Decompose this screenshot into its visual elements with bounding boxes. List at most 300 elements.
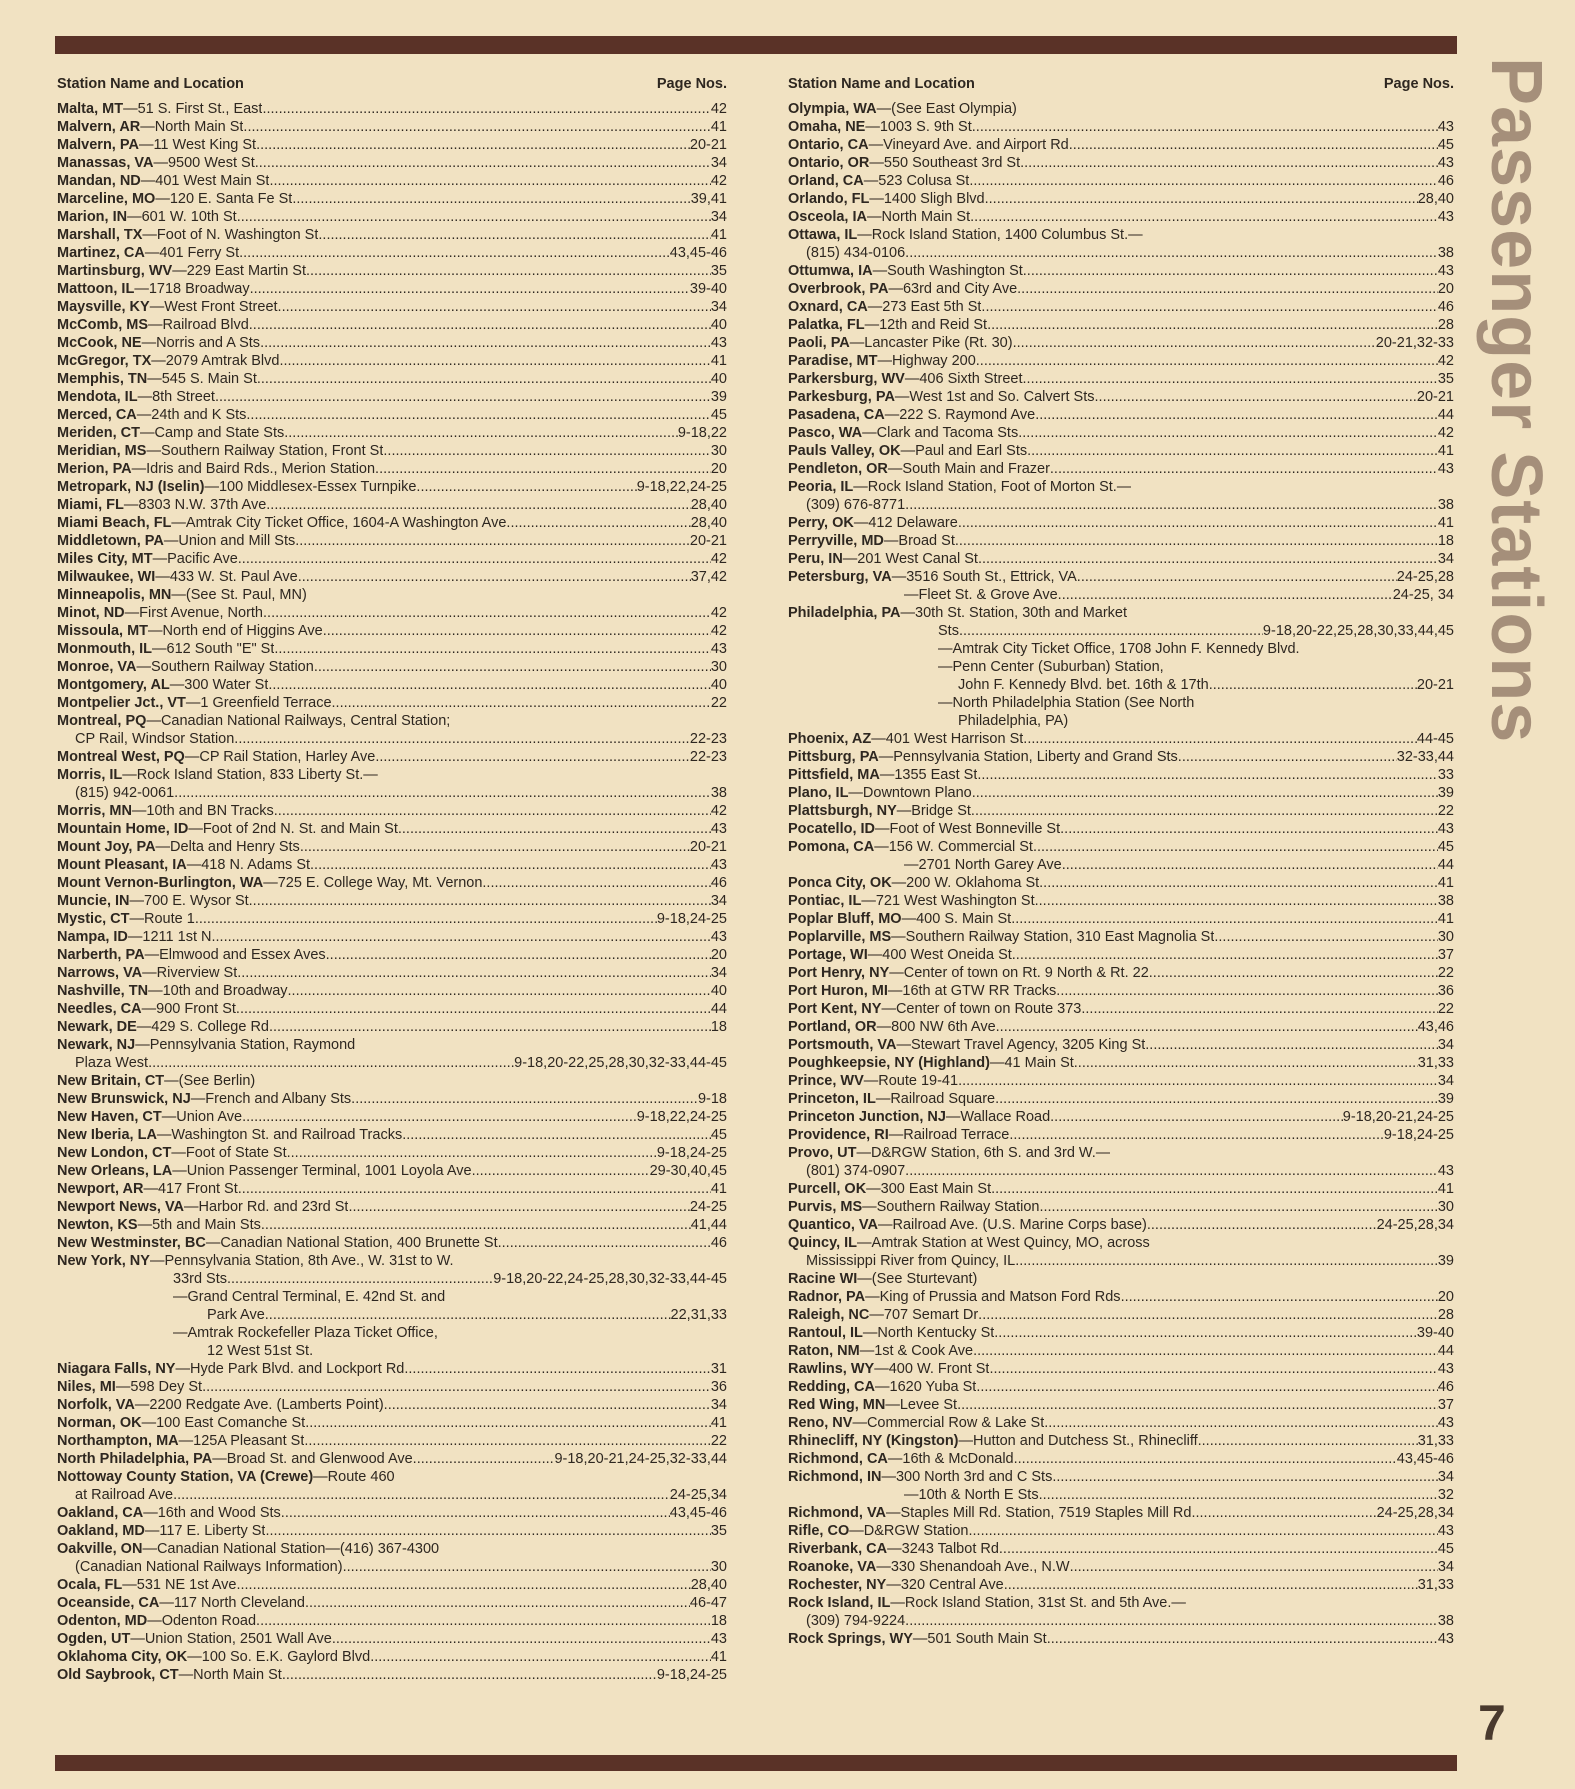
- entry-line: [788, 496, 1454, 514]
- entry-text: [938, 694, 1194, 712]
- leader-dots: [977, 766, 1437, 784]
- station-location: —Union Passenger Terminal, 1001 Loyola Ave: [172, 1163, 472, 1179]
- leader-dots: [472, 1162, 650, 1180]
- leader-dots: [268, 676, 710, 694]
- station-entry: [57, 712, 727, 748]
- entry-text: [788, 262, 1023, 280]
- entry-line: [57, 658, 727, 676]
- leader-dots: [227, 1270, 493, 1288]
- page-numbers: 38: [1437, 245, 1454, 261]
- station-name: Poplar Bluff, MO: [788, 911, 902, 927]
- entry-line: [57, 1594, 727, 1612]
- station-location: —429 S. College Rd: [136, 1019, 269, 1035]
- entry-text: [57, 118, 243, 136]
- page-numbers: 28: [1437, 317, 1454, 333]
- leader-dots: [498, 1234, 711, 1252]
- station-location: —Route 460: [313, 1469, 395, 1485]
- station-name: Princeton, IL: [788, 1091, 876, 1107]
- entry-line: [57, 964, 727, 982]
- station-name: Raleigh, NC: [788, 1307, 870, 1323]
- leader-dots: [279, 352, 710, 370]
- leader-dots: [1039, 1486, 1438, 1504]
- entry-text: [938, 640, 1300, 658]
- station-entry: [57, 226, 727, 244]
- station-entry: [788, 478, 1454, 514]
- station-location: —Railroad Blvd: [148, 317, 249, 333]
- page-numbers: 9-18,20-22,25,28,30,33,44,45: [1262, 623, 1454, 639]
- entry-text: [57, 460, 375, 478]
- station-location: —Odenton Road: [147, 1613, 257, 1629]
- station-name: Rantoul, IL: [788, 1325, 863, 1341]
- entry-line: [788, 1396, 1454, 1414]
- entry-text: [806, 1252, 1015, 1270]
- entry-line: [57, 406, 727, 424]
- entry-line: [788, 442, 1454, 460]
- page-numbers: 30: [1437, 1199, 1454, 1215]
- leader-dots: [1052, 1468, 1438, 1486]
- station-location: —Southern Railway Station: [136, 659, 314, 675]
- page-numbers: 22: [710, 1433, 727, 1449]
- leader-dots: [1033, 838, 1438, 856]
- leader-dots: [274, 802, 711, 820]
- entry-text: [788, 1288, 1121, 1306]
- entry-text: [788, 298, 981, 316]
- entry-line: [788, 154, 1454, 172]
- station-location-cont: (815) 942-0061: [75, 785, 175, 801]
- leader-dots: [416, 478, 636, 496]
- station-entry: [57, 820, 727, 838]
- station-name: Petersburg, VA: [788, 569, 892, 585]
- page-numbers: 34: [710, 893, 727, 909]
- entry-text: [788, 784, 972, 802]
- entry-line: [788, 136, 1454, 154]
- station-name: Muncie, IN: [57, 893, 130, 909]
- station-location: —Canadian National Railways, Central Station;: [146, 713, 451, 729]
- station-entry: [57, 154, 727, 172]
- station-location: —433 W. St. Paul Ave: [155, 569, 298, 585]
- leader-dots: [305, 1594, 690, 1612]
- station-name: Montpelier Jct., VT: [57, 695, 186, 711]
- station-name: Montgomery, AL: [57, 677, 170, 693]
- station-entry: [788, 1468, 1454, 1504]
- page-numbers: 36: [1437, 983, 1454, 999]
- entry-line: [57, 478, 727, 496]
- page-numbers: 44: [1437, 407, 1454, 423]
- station-entry: [57, 496, 727, 514]
- station-location: —330 Shenandoah Ave., N.W: [876, 1559, 1070, 1575]
- entry-line: [788, 676, 1454, 694]
- entry-line: [57, 892, 727, 910]
- entry-text: [788, 1306, 978, 1324]
- leader-dots: [195, 910, 657, 928]
- station-entry: [57, 100, 727, 118]
- station-name: Metropark, NJ (Iselin): [57, 479, 205, 495]
- entry-text: [904, 586, 1058, 604]
- page-numbers: 30: [710, 659, 727, 675]
- entry-line: [57, 550, 727, 568]
- station-entry: [788, 1000, 1454, 1018]
- page-numbers: 42: [710, 173, 727, 189]
- station-entry: [788, 550, 1454, 568]
- station-location: —523 Colusa St: [863, 173, 970, 189]
- leader-dots: [1018, 424, 1438, 442]
- station-location: —63rd and City Ave: [888, 281, 1018, 297]
- entry-text: [788, 820, 1060, 838]
- station-entry: [788, 1180, 1454, 1198]
- station-entry: [57, 406, 727, 424]
- station-location: —598 Dey St: [115, 1379, 203, 1395]
- entry-line: [57, 910, 727, 928]
- entry-line: [788, 838, 1454, 856]
- page-numbers: 30: [1437, 929, 1454, 945]
- entry-text: [75, 1486, 173, 1504]
- entry-text: [788, 1594, 1186, 1612]
- station-entry: [788, 1432, 1454, 1450]
- station-name: Provo, UT: [788, 1145, 857, 1161]
- leader-dots: [343, 1558, 711, 1576]
- station-location: —French and Albany Sts: [190, 1091, 352, 1107]
- entry-text: [938, 622, 959, 640]
- station-name: Parkersburg, WV: [788, 371, 905, 387]
- station-location: —10th and Broadway: [148, 983, 288, 999]
- column-header: [788, 75, 1454, 93]
- station-entry: [57, 460, 727, 478]
- station-name: Narrows, VA: [57, 965, 143, 981]
- station-entry: [57, 1018, 727, 1036]
- station-location: —Foot of State St: [171, 1145, 287, 1161]
- page-numbers: 42: [710, 605, 727, 621]
- entry-text: [57, 514, 506, 532]
- station-location: —707 Semart Dr: [869, 1307, 979, 1323]
- leader-dots: [985, 190, 1418, 208]
- leader-dots: [261, 1216, 691, 1234]
- entry-text: [788, 748, 1178, 766]
- entry-line: [57, 1324, 727, 1342]
- station-name: Parkesburg, PA: [788, 389, 895, 405]
- station-entry: [57, 1450, 727, 1468]
- station-entry: [788, 1306, 1454, 1324]
- station-location-cont: —Amtrak City Ticket Office, 1708 John F. Kennedy Blvd.: [938, 641, 1300, 657]
- station-name: North Philadelphia, PA: [57, 1451, 213, 1467]
- page-numbers: 43: [710, 1631, 727, 1647]
- entry-text: [57, 496, 266, 514]
- entry-text: [788, 1360, 989, 1378]
- station-location: —406 Sixth Street: [904, 371, 1023, 387]
- entry-line: [57, 190, 727, 208]
- entry-line: [788, 1360, 1454, 1378]
- entry-line: [57, 640, 727, 658]
- entry-line: [788, 424, 1454, 442]
- entry-line: [788, 658, 1454, 676]
- leader-dots: [905, 1612, 1438, 1630]
- entry-line: [788, 856, 1454, 874]
- entry-text: [788, 1090, 995, 1108]
- station-location: —11 West King St: [138, 137, 257, 153]
- page-numbers: 41: [710, 1181, 727, 1197]
- leader-dots: [991, 1180, 1438, 1198]
- entry-line: [57, 946, 727, 964]
- leader-dots: [1121, 1288, 1438, 1306]
- page-numbers: 9-18: [697, 1091, 727, 1107]
- entry-text: [57, 190, 292, 208]
- entry-text: [788, 1504, 1191, 1522]
- entry-text: [57, 334, 260, 352]
- entry-text: [788, 1108, 1050, 1126]
- station-name: Newport News, VA: [57, 1199, 185, 1215]
- station-entry: [788, 1126, 1454, 1144]
- station-location-cont: —Amtrak Rockefeller Plaza Ticket Office,: [173, 1325, 438, 1341]
- station-name: Meridian, MS: [57, 443, 147, 459]
- entry-text: [788, 838, 1033, 856]
- station-location-cont: 33rd Sts: [173, 1271, 227, 1287]
- entry-line: [57, 1252, 727, 1270]
- page-numbers: 43: [1437, 821, 1454, 837]
- entry-line: [788, 100, 1454, 118]
- station-location: —Stewart Travel Agency, 3205 King St: [896, 1037, 1146, 1053]
- station-name: Rock Springs, WY: [788, 1631, 913, 1647]
- entry-line: [788, 748, 1454, 766]
- station-name: Oceanside, CA: [57, 1595, 160, 1611]
- page-numbers: 9-18,22,24-25: [636, 479, 727, 495]
- entry-text: [57, 1468, 395, 1486]
- entry-line: [788, 1162, 1454, 1180]
- leader-dots: [262, 100, 710, 118]
- entry-line: [57, 586, 727, 604]
- entry-line: [788, 1216, 1454, 1234]
- station-location: —300 Water St: [169, 677, 269, 693]
- station-location: —Delta and Henry Sts: [155, 839, 300, 855]
- entry-line: [57, 1108, 727, 1126]
- page-numbers: 45: [1437, 839, 1454, 855]
- entry-text: [57, 748, 375, 766]
- station-location: —Levee St: [885, 1397, 958, 1413]
- page-numbers: 43: [1437, 1631, 1454, 1647]
- entry-line: [788, 1612, 1454, 1630]
- leader-dots: [1178, 748, 1397, 766]
- station-location: —Broad St: [883, 533, 955, 549]
- station-name: Nashville, TN: [57, 983, 149, 999]
- entry-text: [57, 352, 279, 370]
- leader-dots: [506, 514, 690, 532]
- station-name: Maysville, KY: [57, 299, 150, 315]
- station-location: —Union and Mill Sts: [163, 533, 296, 549]
- leader-dots: [1077, 568, 1397, 586]
- station-entry: [57, 334, 727, 352]
- station-location: —800 NW 6th Ave: [876, 1019, 996, 1035]
- entry-line: [788, 1000, 1454, 1018]
- entry-text: [788, 1198, 1039, 1216]
- station-name: Niles, MI: [57, 1379, 116, 1395]
- page-numbers: 32: [1437, 1487, 1454, 1503]
- page-numbers: 39,41: [690, 191, 727, 207]
- station-location: —Canadian National Station, 400 Brunette St: [205, 1235, 498, 1251]
- station-location: —Norris and A Sts: [141, 335, 261, 351]
- page-numbers: 39: [1437, 1091, 1454, 1107]
- station-name: Oxnard, CA: [788, 299, 868, 315]
- entry-text: [788, 1558, 1070, 1576]
- station-entry: [57, 658, 727, 676]
- entry-line: [57, 1648, 727, 1666]
- station-name: Riverbank, CA: [788, 1541, 888, 1557]
- page-numbers: 34: [710, 299, 727, 315]
- station-name: Pomona, CA: [788, 839, 875, 855]
- leader-dots: [249, 316, 711, 334]
- station-location: —Pennsylvania Station, Raymond: [135, 1037, 356, 1053]
- station-name: Red Wing, MN: [788, 1397, 886, 1413]
- entry-line: [788, 1090, 1454, 1108]
- station-entry: [57, 172, 727, 190]
- entry-text: [57, 946, 326, 964]
- station-entry: [57, 1216, 727, 1234]
- station-entry: [788, 1324, 1454, 1342]
- station-name: Plano, IL: [788, 785, 849, 801]
- page-numbers: 46-47: [689, 1595, 727, 1611]
- entry-text: [958, 676, 1209, 694]
- station-location: —Rock Island Station, 31st St. and 5th Ave.—: [890, 1595, 1186, 1611]
- station-entry: [57, 316, 727, 334]
- station-name: Malta, MT: [57, 101, 124, 117]
- page-number: 7: [1478, 1695, 1506, 1751]
- station-name: Narberth, PA: [57, 947, 145, 963]
- station-location: —D&RGW Station, 6th S. and 3rd W.—: [856, 1145, 1111, 1161]
- station-name: Martinez, CA: [57, 245, 145, 261]
- station-entry: [57, 928, 727, 946]
- station-name: Rhinecliff, NY (Kingston): [788, 1433, 959, 1449]
- station-entry: [788, 190, 1454, 208]
- station-name: Montreal, PQ: [57, 713, 147, 729]
- station-name: Newport, AR: [57, 1181, 144, 1197]
- entry-text: [57, 370, 257, 388]
- entry-line: [788, 586, 1454, 604]
- station-entry: [788, 748, 1454, 766]
- station-location: —Rock Island Station, Foot of Morton St.—: [853, 479, 1132, 495]
- station-name: Niagara Falls, NY: [57, 1361, 176, 1377]
- entry-text: [788, 928, 1214, 946]
- entry-text: [57, 964, 237, 982]
- station-location: —West 1st and So. Calvert Sts: [894, 389, 1095, 405]
- station-name: Mendota, IL: [57, 389, 138, 405]
- leader-dots: [256, 1612, 711, 1630]
- station-entry: [788, 406, 1454, 424]
- entry-text: [788, 550, 978, 568]
- leader-dots: [1011, 910, 1438, 928]
- page-numbers: 41: [710, 1649, 727, 1665]
- entry-text: [57, 1180, 238, 1198]
- leader-dots: [999, 1540, 1438, 1558]
- station-entry: [788, 1216, 1454, 1234]
- station-location-cont: Sts: [938, 623, 959, 639]
- station-location: —Hyde Park Blvd. and Lockport Rd: [175, 1361, 405, 1377]
- entry-text: [57, 1126, 402, 1144]
- page-numbers: 9-18,24-25: [656, 1667, 727, 1683]
- station-location: —418 N. Adams St: [186, 857, 311, 873]
- entry-text: [788, 1522, 968, 1540]
- entry-line: [57, 802, 727, 820]
- station-name: Newark, DE: [57, 1019, 137, 1035]
- station-location: —1st & Cook Ave: [859, 1343, 974, 1359]
- leader-dots: [955, 532, 1438, 550]
- page-numbers: 28,40: [1417, 191, 1454, 207]
- station-location: —117 North Cleveland: [159, 1595, 305, 1611]
- page-numbers: 33: [1437, 767, 1454, 783]
- station-name: Norfolk, VA: [57, 1397, 135, 1413]
- entry-text: [788, 1468, 1052, 1486]
- station-entry: [57, 748, 727, 766]
- station-location: —401 West Main St: [140, 173, 270, 189]
- entry-line: [57, 1234, 727, 1252]
- leader-dots: [298, 568, 691, 586]
- station-location: —Foot of N. Washington St: [142, 227, 319, 243]
- station-name: Phoenix, AZ: [788, 731, 872, 747]
- station-location-cont: (309) 794-9224: [806, 1613, 906, 1629]
- entry-line: [57, 1018, 727, 1036]
- entry-text: [788, 226, 1143, 244]
- entry-text: [788, 1432, 1198, 1450]
- station-location: —400 West Oneida St: [867, 947, 1012, 963]
- station-entry: [57, 370, 727, 388]
- entry-text: [57, 1432, 304, 1450]
- station-name: Newark, NJ: [57, 1037, 136, 1053]
- station-location-cont: —Penn Center (Suburban) Station,: [938, 659, 1164, 675]
- entry-line: [57, 334, 727, 352]
- leader-dots: [1047, 1630, 1438, 1648]
- leader-dots: [482, 874, 710, 892]
- station-location: —222 S. Raymond Ave: [884, 407, 1036, 423]
- entry-text: [788, 910, 1011, 928]
- page-numbers: 22: [1437, 803, 1454, 819]
- station-location: —16th & McDonald: [887, 1451, 1014, 1467]
- leader-dots: [905, 1162, 1438, 1180]
- entry-text: [788, 514, 958, 532]
- leader-dots: [332, 1630, 711, 1648]
- entry-line: [788, 190, 1454, 208]
- station-entry: [57, 424, 727, 442]
- station-location: —200 W. Oklahoma St: [891, 875, 1040, 891]
- station-location: —401 West Harrison St: [871, 731, 1024, 747]
- entry-text: [57, 406, 246, 424]
- station-location: —5th and Main Sts: [137, 1217, 261, 1233]
- station-name: Mount Vernon-Burlington, WA: [57, 875, 264, 891]
- leader-dots: [976, 352, 1438, 370]
- leader-dots: [1147, 1216, 1377, 1234]
- page-numbers: 9-18,24-25: [1383, 1127, 1454, 1143]
- leader-dots: [1013, 334, 1376, 352]
- entry-line: [57, 1414, 727, 1432]
- entry-text: [788, 568, 1077, 586]
- leader-dots: [973, 1342, 1438, 1360]
- station-entry: [57, 910, 727, 928]
- station-entry: [788, 1450, 1454, 1468]
- entry-line: [788, 1414, 1454, 1432]
- entry-text: [788, 604, 1127, 622]
- leader-dots: [332, 694, 711, 712]
- station-name: Providence, RI: [788, 1127, 889, 1143]
- leader-dots: [239, 244, 670, 262]
- leader-dots: [995, 1090, 1438, 1108]
- entry-text: [57, 208, 237, 226]
- leader-dots: [1017, 280, 1438, 298]
- station-entry: [788, 262, 1454, 280]
- entry-text: [788, 1324, 994, 1342]
- station-location: —300 North 3rd and C Sts: [881, 1469, 1053, 1485]
- station-entry: [788, 766, 1454, 784]
- station-name: Milwaukee, WI: [57, 569, 156, 585]
- entry-text: [57, 172, 269, 190]
- station-name: Mystic, CT: [57, 911, 130, 927]
- page-numbers: 44: [1437, 857, 1454, 873]
- page-numbers: 43,45-46: [1396, 1451, 1454, 1467]
- entry-line: [57, 514, 727, 532]
